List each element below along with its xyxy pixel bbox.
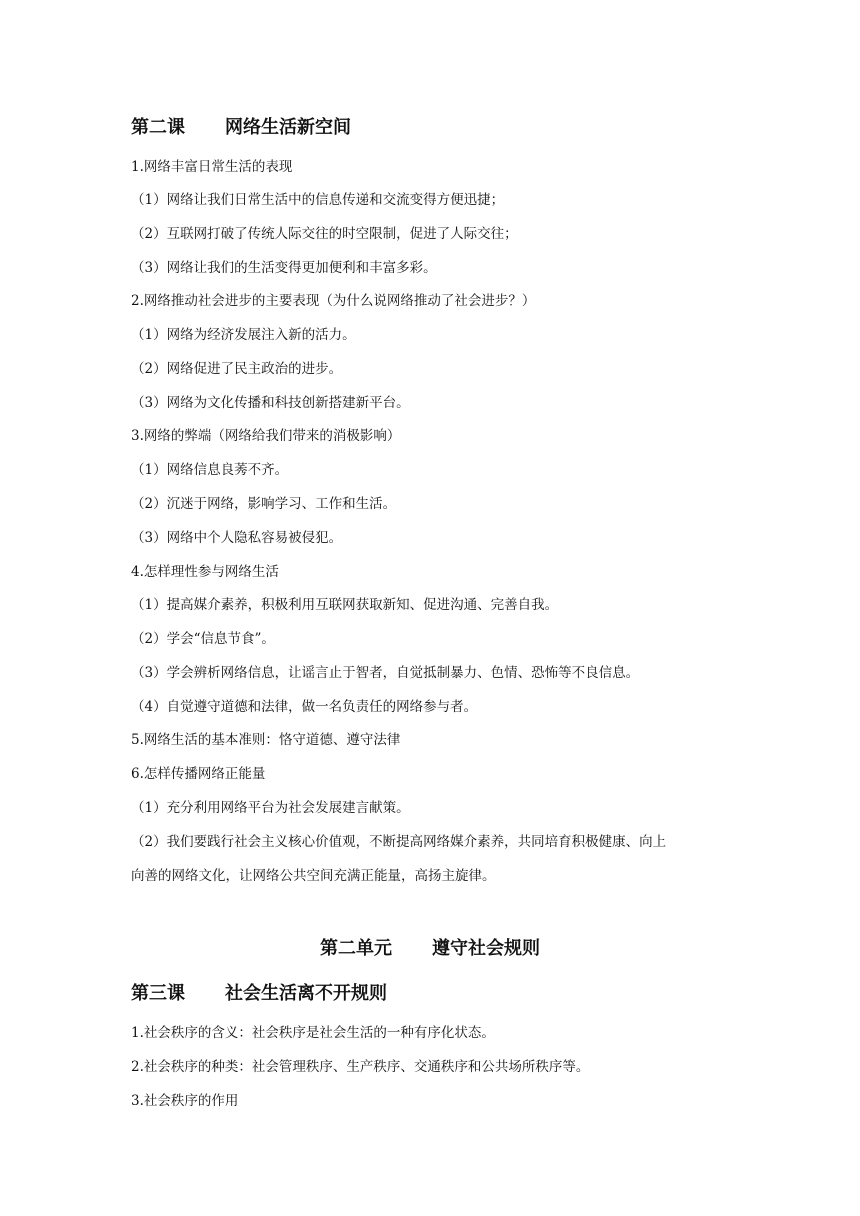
lesson2-line: （2）网络促进了民主政治的进步。 <box>131 361 343 377</box>
lesson2-line: （1）网络为经济发展注入新的活力。 <box>131 327 356 343</box>
lesson2-line: 1.网络丰富日常生活的表现 <box>131 159 293 175</box>
lesson2-name: 网络生活新空间 <box>225 117 351 138</box>
unit2-name: 遵守社会规则 <box>432 938 540 959</box>
unit2-title <box>0 937 860 961</box>
lesson3-title <box>131 982 387 1006</box>
lesson3-line: 2.社会秩序的种类：社会管理秩序、生产秩序、交通秩序和公共场所秩序等。 <box>131 1059 590 1075</box>
lesson2-title <box>131 116 351 140</box>
lesson3-line: 1.社会秩序的含义：社会秩序是社会生活的一种有序化状态。 <box>131 1025 495 1041</box>
unit2-number: 第二单元 <box>320 938 392 959</box>
lesson2-line: （2）我们要践行社会主义核心价值观，不断提高网络媒介素养，共同培育积极健康、向上 <box>131 834 667 850</box>
lesson2-line: （3）网络为文化传播和科技创新搭建新平台。 <box>131 395 410 411</box>
lesson3-name: 社会生活离不开规则 <box>225 983 387 1004</box>
lesson2-line: （2）沉迷于网络，影响学习、工作和生活。 <box>131 496 397 512</box>
lesson2-line: （1）网络让我们日常生活中的信息传递和交流变得方便迅捷； <box>131 192 505 208</box>
lesson2-line: （2）互联网打破了传统人际交往的时空限制，促进了人际交往； <box>131 226 518 242</box>
lesson2-line: 4.怎样理性参与网络生活 <box>131 564 279 580</box>
lesson2-line: 5.网络生活的基本准则：恪守道德、遵守法律 <box>131 732 401 748</box>
lesson2-line: （3）网络中个人隐私容易被侵犯。 <box>131 530 343 546</box>
lesson2-line: （4）自觉遵守道德和法律，做一名负责任的网络参与者。 <box>131 699 478 715</box>
lesson2-line: （1）提高媒介素养，积极利用互联网获取新知、促进沟通、完善自我。 <box>131 597 559 613</box>
lesson2-number: 第二课 <box>131 117 185 138</box>
lesson3-line: 3.社会秩序的作用 <box>131 1093 239 1109</box>
lesson2-line: （1）网络信息良莠不齐。 <box>131 462 289 478</box>
lesson2-line: （2）学会“信息节食”。 <box>131 631 275 647</box>
lesson2-line: 2.网络推动社会进步的主要表现（为什么说网络推动了社会进步？） <box>131 293 536 309</box>
lesson2-line: （3）网络让我们的生活变得更加便利和丰富多彩。 <box>131 260 437 276</box>
lesson2-line: 6.怎样传播网络正能量 <box>131 766 266 782</box>
lesson2-line: （3）学会辨析网络信息，让谣言止于智者，自觉抵制暴力、色情、恐怖等不良信息。 <box>131 665 640 681</box>
lesson2-line: 3.网络的弊端（网络给我们带来的消极影响） <box>131 428 401 444</box>
lesson3-number: 第三课 <box>131 983 185 1004</box>
lesson2-line: 向善的网络文化，让网络公共空间充满正能量，高扬主旋律。 <box>131 868 496 884</box>
lesson2-line: （1）充分利用网络平台为社会发展建言献策。 <box>131 800 410 816</box>
